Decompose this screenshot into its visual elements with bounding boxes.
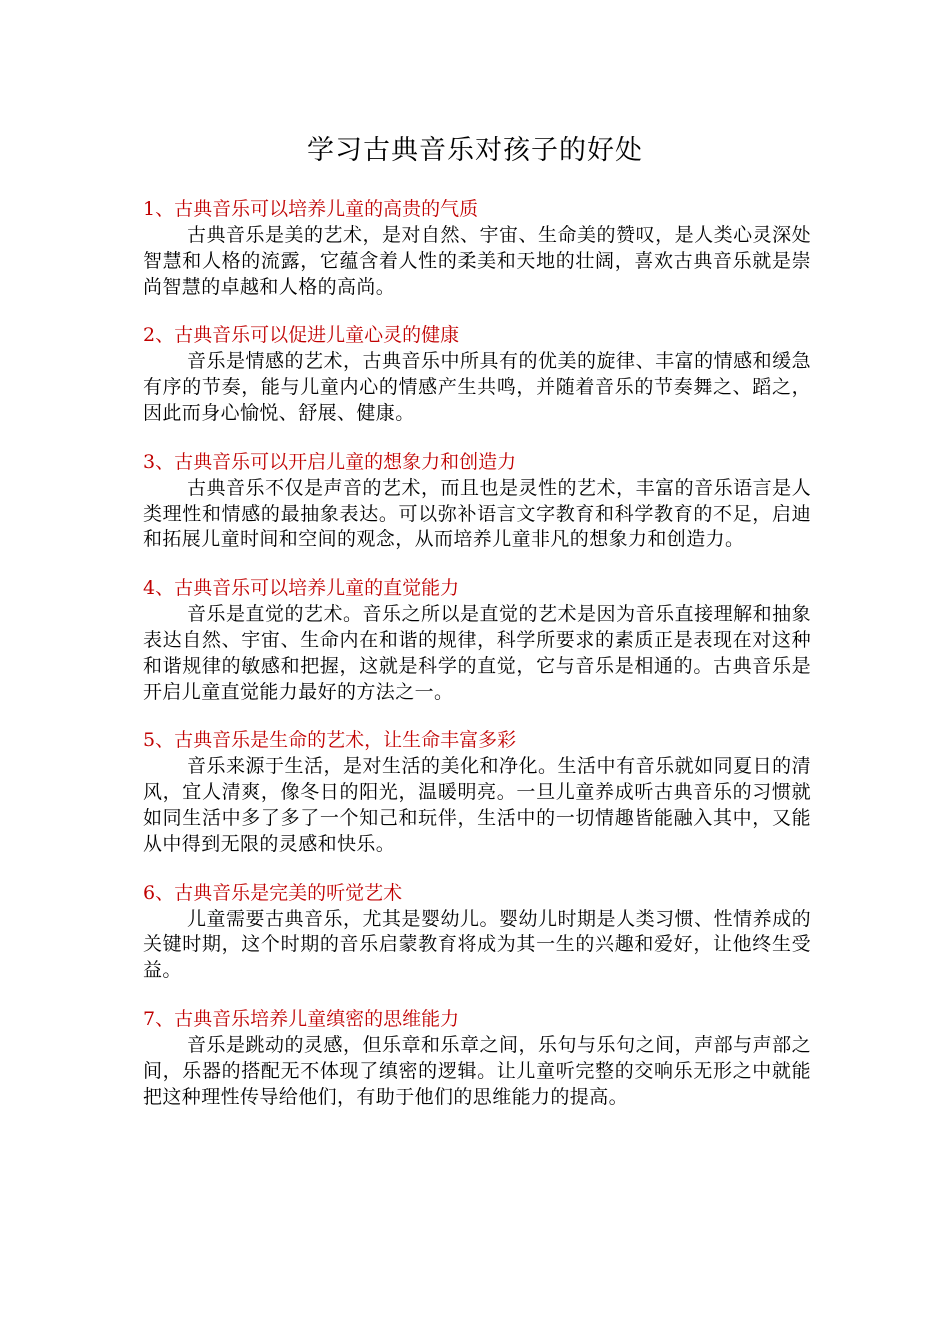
section-heading: 4、古典音乐可以培养儿童的直觉能力 (143, 577, 460, 600)
section-paragraph: 音乐是情感的艺术，古典音乐中所具有的优美的旋律、丰富的情感和缓急有序的节奏，能与儿童内心的情感产生共鸣，并随着音乐的节奏舞之、蹈之，因此而身心愉悦、舒展、健康。 (143, 350, 811, 424)
section-heading: 5、古典音乐是生命的艺术，让生命丰富多彩 (143, 729, 517, 752)
section-paragraph: 古典音乐不仅是声音的艺术，而且也是灵性的艺术，丰富的音乐语言是人类理性和情感的最抽象表达。可以弥补语言文字教育和科学教育的不足，启迪和拓展儿童时间和空间的观念，从而培养儿童非凡的想象力和创造力。 (143, 476, 811, 551)
section-7 (143, 1006, 811, 1110)
section-heading: 7、古典音乐培养儿童缜密的思维能力 (143, 1007, 460, 1030)
section-heading: 2、古典音乐可以促进儿童心灵的健康 (143, 324, 460, 347)
document-title: 学习古典音乐对孩子的好处 (307, 135, 643, 166)
section-paragraph: 音乐是跳动的灵感，但乐章和乐章之间，乐句与乐句之间，声部与声部之间，乐器的搭配无不体现了缜密的逻辑。让儿童听完整的交响乐无形之中就能把这种理性传导给他们，有助于他们的思维能力的提高。 (143, 1033, 811, 1108)
section-4 (143, 575, 811, 705)
section-6 (143, 880, 811, 984)
section-1 (143, 196, 811, 300)
section-paragraph: 音乐来源于生活，是对生活的美化和净化。生活中有音乐就如同夏日的清风，宜人清爽，像冬日的阳光，温暖明亮。一旦儿童养成听古典音乐的习惯就如同生活中多了多了一个知己和玩伴，生活中的一切情趣皆能融入其中，又能从中得到无限的灵感和快乐。 (143, 755, 811, 855)
section-heading: 6、古典音乐是完美的听觉艺术 (143, 881, 403, 904)
section-3 (143, 449, 811, 553)
section-heading: 3、古典音乐可以开启儿童的想象力和创造力 (143, 450, 517, 473)
section-heading: 1、古典音乐可以培养儿童的高贵的气质 (143, 198, 479, 220)
section-paragraph: 音乐是直觉的艺术。音乐之所以是直觉的艺术是因为音乐直接理解和抽象表达自然、宇宙、生命内在和谐的规律，科学所要求的素质正是表现在对这种和谐规律的敏感和把握，这就是科学的直觉，它与音乐是相通的。古典音乐是开启儿童直觉能力最好的方法之一。 (143, 603, 811, 703)
section-5 (143, 727, 811, 857)
section-paragraph: 古典音乐是美的艺术，是对自然、宇宙、生命美的赞叹，是人类心灵深处智慧和人格的流露，它蕴含着人性的柔美和天地的壮阔，喜欢古典音乐就是崇尚智慧的卓越和人格的高尚。 (143, 224, 811, 298)
section-2 (143, 322, 811, 426)
document-body (143, 196, 811, 1132)
section-paragraph: 儿童需要古典音乐，尤其是婴幼儿。婴幼儿时期是人类习惯、性情养成的关键时期，这个时期的音乐启蒙教育将成为其一生的兴趣和爱好，让他终生受益。 (143, 907, 811, 982)
